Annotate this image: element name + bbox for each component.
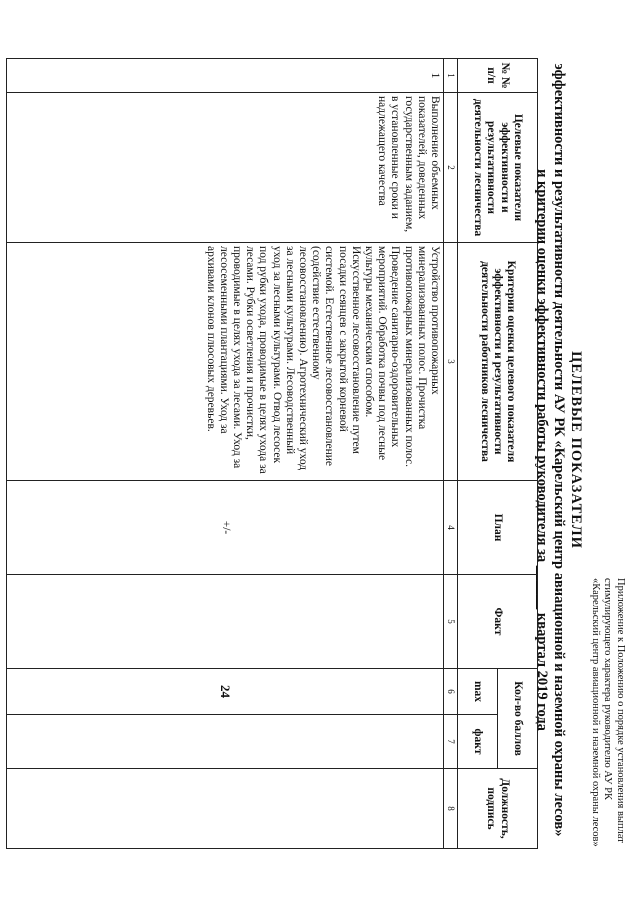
col-number: 3 xyxy=(444,243,458,481)
max-points: 24 xyxy=(7,669,444,715)
plan-value: +/- xyxy=(7,481,444,575)
col-number: 4 xyxy=(444,481,458,575)
appendix-line-2: стимулирующего характера руководителю АУ РК xyxy=(602,578,614,800)
appendix-note xyxy=(589,578,627,898)
document-title xyxy=(533,40,584,860)
title-heading: ЦЕЛЕВЫЕ ПОКАЗАТЕЛИ xyxy=(568,351,584,549)
header-points: Кол-во баллов xyxy=(498,669,538,769)
position-signature xyxy=(7,769,444,849)
col-number: 2 xyxy=(444,93,458,243)
fact-value xyxy=(7,575,444,669)
goal-indicator: Выполнение объемных показателей, доведенных государственным заданием, в установленные сроки и надлежащего качества xyxy=(7,93,444,243)
col-number: 8 xyxy=(444,769,458,849)
col-number: 1 xyxy=(444,59,458,93)
header-row-1 xyxy=(498,59,538,849)
header-goal: Целевые показатели эффективности и результативности деятельности лесничества xyxy=(458,93,538,243)
header-position: Должность, подпись xyxy=(458,769,538,849)
header-criteria: Критерии оценки целевого показателя эффективности и результативности деятельности работников лесничества xyxy=(458,243,538,481)
title-line-2: эффективности и результативности деятельности АУ РК «Карельский центр авиационной и наземной охраны лесов» xyxy=(551,63,567,837)
col-number: 7 xyxy=(444,715,458,769)
header-num: № № п/п xyxy=(458,59,538,93)
col-number: 5 xyxy=(444,575,458,669)
table-row xyxy=(7,59,444,849)
header-plan: План xyxy=(458,481,538,575)
appendix-line-3: «Карельский центр авиационной и наземной охраны лесов» xyxy=(590,578,601,847)
indicators-table xyxy=(6,58,538,849)
col-number: 6 xyxy=(444,669,458,715)
fact-points xyxy=(7,715,444,769)
header-max: max xyxy=(458,669,498,715)
title-line-3: и критерии оценки эффективности работы руководителя за ______ квартал 2019 года xyxy=(534,169,550,731)
header-points-fact: факт xyxy=(458,715,498,769)
appendix-line-1: Приложение к Положению о порядке установления выплат xyxy=(615,578,626,843)
criteria-text: Устройство противопожарных минерализованных полос. Прочистка противопожарных минерализованных полос. Проведение санитарно-оздоровительных мероприятий. Обработка почвы под лесные культуры механическим способом. Искусственное лесовосстановление путем посадки сеянцев с закрытой корневой системой. Естественное лесовосстановление (содействие естественному лесовосстановлению). Агротехнический уход за лесными культурами. Лесоводственный уход за лесными культурами. Отвод лесосек под рубки ухода, проводимые в целях ухода за лесами. Рубки осветления и прочистки, проводимые в целях ухода за лесами. Уход за лесосеменными плантациями. Уход за архивами клонов плюсовых деревьев. xyxy=(7,243,444,481)
column-number-row xyxy=(444,59,458,849)
row-number: 1 xyxy=(7,59,444,93)
header-fact: Факт xyxy=(458,575,538,669)
